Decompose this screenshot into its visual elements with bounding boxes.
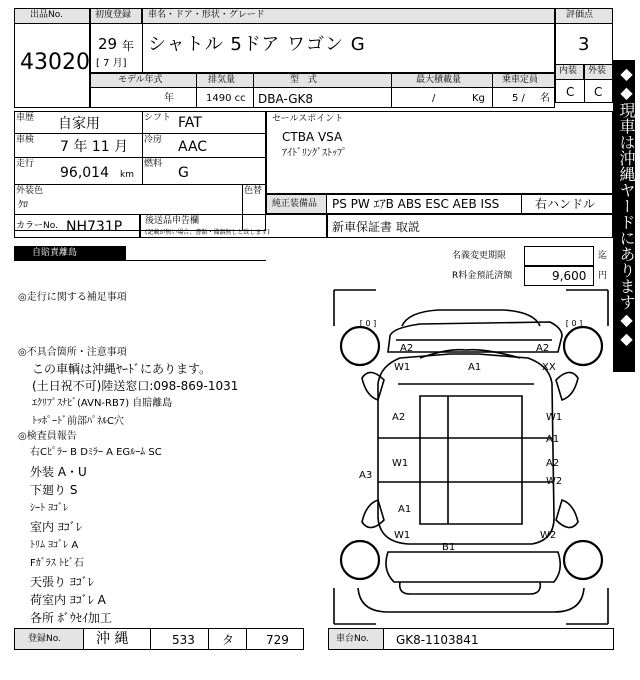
inspector-line-2: 外装 A・U	[30, 465, 87, 479]
deadline-label: 名義変更期限	[452, 251, 507, 261]
damage-code: A1	[398, 504, 412, 515]
max-load-value: /	[432, 93, 436, 104]
exterior-color-label: 外装色	[16, 186, 44, 196]
damage-code: A2	[400, 343, 414, 354]
history-value: 自家用	[58, 116, 100, 132]
name-label: 車名・ドア・形状・グレード	[148, 10, 265, 20]
inspector-line-10: 各所 ﾎﾞｳｾｲ加工	[30, 611, 112, 625]
model-year-unit: 年	[164, 93, 174, 104]
history-label: 車歴	[16, 113, 35, 123]
defect-line-4: ﾄｯﾎﾟｰﾄﾞ前部ﾊﾟﾈﾙC穴	[32, 416, 124, 427]
equipment-label: 純正装備品	[272, 199, 318, 209]
exterior-color-value: ｸﾛ	[18, 200, 28, 211]
lot-number: 43020	[20, 50, 90, 75]
damage-code: A2	[546, 458, 560, 469]
damage-code: A3	[359, 470, 373, 481]
capacity-value: 5 /	[512, 93, 525, 104]
defect-line-1: この車輌は沖縄ﾔｰﾄﾞにあります。	[32, 362, 212, 376]
interior-score: C	[566, 85, 575, 99]
defect-line-2: (土日祝不可)陸送窓口:098-869-1031	[32, 379, 239, 393]
chassis-value: GK8-1103841	[396, 633, 479, 647]
fuel-label: 燃料	[144, 159, 163, 169]
defect-line-3: ｴｸﾘﾌﾟｽﾅﾋﾞ(AVN-RB7) 自賠離島	[32, 398, 173, 409]
first-reg-label: 初度登録	[95, 10, 132, 20]
reg-kana: タ	[222, 633, 235, 647]
inspector-line-9: 荷室内 ﾖｺﾞﾚ A	[30, 593, 106, 607]
fuel-value: G	[178, 165, 189, 181]
aftermarket-note: (記載が無い場合、書類・備器無しと致します)	[145, 229, 270, 236]
damage-code: A2	[392, 412, 406, 423]
reg-class-no: 533	[172, 633, 195, 647]
diagram-tag-right: [ 0 ]	[565, 319, 583, 328]
equipment-value: PS PW ｴｱB ABS ESC AEB ISS	[332, 197, 500, 211]
deadline-unit: 迄	[598, 251, 608, 261]
deadline-value-box	[524, 246, 594, 266]
recycle-label: R料金預託済額	[452, 271, 513, 281]
shift-value: FAT	[178, 115, 202, 131]
car-damage-diagram	[328, 288, 614, 626]
inspector-line-6: ﾄﾘﾑ ﾖｺﾞﾚ A	[30, 540, 79, 551]
sales-point-1: CTBA VSA	[282, 130, 343, 144]
reg-number: 729	[266, 633, 289, 647]
chassis-label: 車台No.	[336, 634, 369, 644]
mileage-value: 96,014	[60, 165, 109, 181]
mileage-unit: km	[120, 170, 134, 180]
capacity-label: 乗車定員	[502, 75, 539, 85]
shift-label: シフト	[144, 113, 172, 123]
score-value: 3	[578, 34, 590, 55]
max-load-unit: Kg	[472, 93, 485, 104]
type-label: 型 式	[290, 75, 320, 85]
driving-remarks-title: ◎走行に関する補足事項	[18, 292, 127, 303]
inspector-line-8: 天張り ﾖｺﾞﾚ	[30, 575, 94, 589]
damage-code: B1	[442, 542, 456, 553]
score-label: 評価点	[566, 10, 594, 20]
aircon-label: 冷房	[144, 135, 163, 145]
damage-code: W2	[546, 476, 563, 487]
damage-code: W2	[540, 530, 557, 541]
damage-code: W1	[394, 530, 411, 541]
damage-code: W1	[546, 412, 563, 423]
damage-code: A1	[468, 362, 482, 373]
max-load-label: 最大積載量	[416, 75, 462, 85]
diagram-tag-left: [ 0 ]	[359, 319, 377, 328]
model-year-label: モデル年式	[118, 75, 163, 85]
lot-label: 出品No.	[30, 10, 63, 20]
sales-points-label: セールスポイント	[272, 114, 344, 124]
damage-code: A2	[536, 343, 550, 354]
car-name: シャトル 5ドア ワゴン G	[148, 34, 366, 55]
capacity-unit: 名	[540, 93, 550, 104]
steering-value: 右ハンドル	[535, 197, 596, 211]
color-no-value: NH731P	[66, 219, 123, 235]
displacement-label: 排気量	[208, 75, 236, 85]
insurance-title: 自賠責離島	[32, 248, 78, 258]
recycle-amount: 9,600	[552, 269, 587, 283]
warranty-value: 新車保証書 取説	[332, 220, 420, 234]
mileage-label: 走行	[16, 159, 35, 169]
inspection-label: 車検	[16, 135, 35, 145]
aftermarket-label: 後送品申告欄	[145, 216, 200, 226]
recycle-unit: 円	[598, 271, 608, 281]
inspector-line-1: 右Cﾋﾟﾗｰ B Dﾐﾗｰ A EGﾙｰﾑ SC	[30, 447, 162, 458]
damage-code: W1	[392, 458, 409, 469]
type-value: DBA-GK8	[258, 92, 313, 106]
first-reg-year-unit: 年	[122, 39, 135, 53]
defects-title: ◎不具合箇所・注意事項	[18, 347, 127, 358]
interior-label: 内装	[559, 66, 578, 76]
color-no-label: カラーNo.	[16, 221, 58, 231]
damage-code: A1	[546, 434, 560, 445]
sales-point-2: ｱｲﾄﾞﾘﾝｸﾞｽﾄｯﾌﾟ	[282, 148, 347, 159]
first-reg-year: 29	[98, 35, 118, 53]
color-change-label: 色替	[244, 186, 263, 196]
details-box	[14, 111, 266, 231]
inspector-title: ◎検査員報告	[18, 431, 77, 442]
aircon-value: AAC	[178, 139, 208, 155]
damage-code: XX	[542, 362, 556, 373]
reg-label: 登録No.	[28, 634, 61, 644]
inspector-line-5: 室内 ﾖｺﾞﾚ	[30, 520, 82, 534]
first-reg-month: [ 7 月]	[96, 58, 127, 69]
damage-code: W1	[394, 362, 411, 373]
exterior-label: 外装	[588, 66, 607, 76]
exterior-score: C	[594, 85, 603, 99]
inspector-line-4: ｼｰﾄ ﾖｺﾞﾚ	[30, 503, 69, 514]
side-banner-text: ◆◆現車は沖縄ヤードにあります◆◆	[617, 64, 636, 348]
inspection-value: 7 年 11 月	[60, 139, 129, 155]
reg-region: 沖 縄	[96, 631, 129, 647]
displacement-value: 1490 cc	[206, 93, 246, 104]
inspector-line-3: 下廻り S	[30, 483, 78, 497]
inspector-line-7: Fｶﾞﾗｽ ﾄﾋﾞ石	[30, 558, 84, 569]
